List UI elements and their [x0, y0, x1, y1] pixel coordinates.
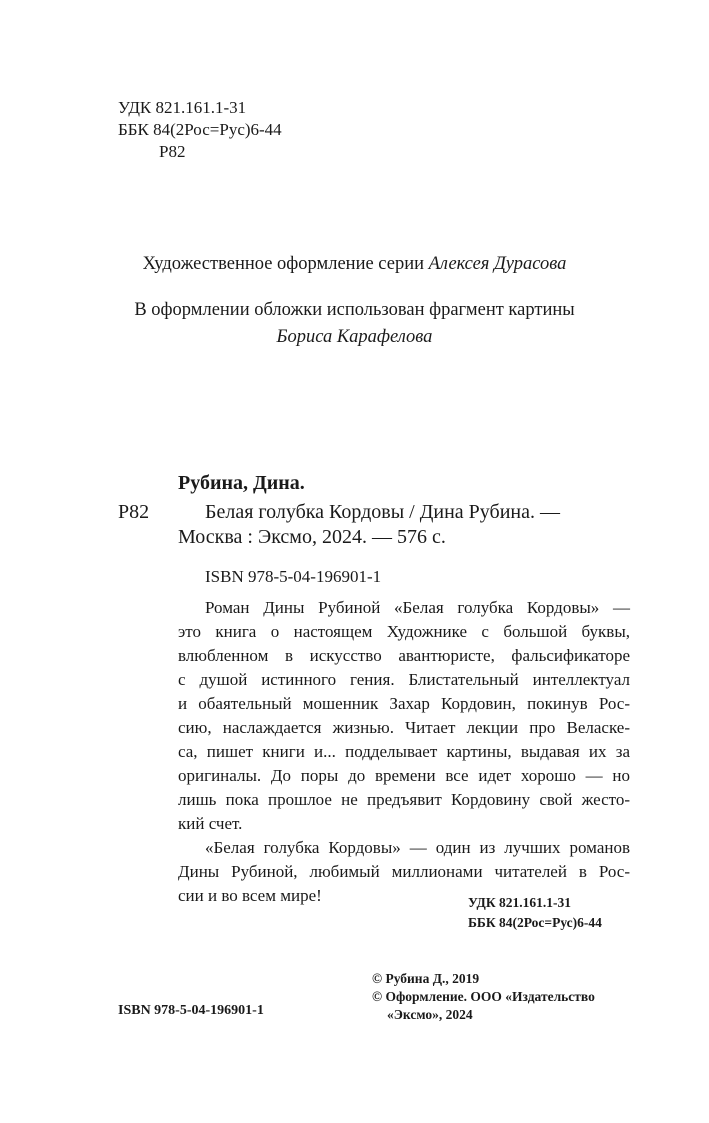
annotation-line: оригиналы. До поры до времени все идет хорошо — но [178, 766, 630, 785]
annotation-line: влюбленном в искусство авантюристе, фальсификаторе [178, 646, 630, 665]
annotation-line: кий счет. [178, 814, 243, 833]
catalog-author: Рубина, Дина. [178, 472, 305, 494]
cover-artist-name: Бориса Карафелова [276, 327, 433, 347]
annotation-line: и обаятельный мошенник Захар Кордовин, покинув Рос- [178, 694, 630, 713]
annotation-line: лишь пока прошлое не предъявит Кордовину свой жесто- [178, 790, 630, 809]
annotation-line: сию, наслаждается жизнью. Читает лекции про Веласке- [178, 718, 630, 737]
annotation-line: это книга о настоящем Художнике с большой буквы, [178, 622, 630, 641]
copyright-author: © Рубина Д., 2019 [372, 971, 480, 986]
annotation-line: сии и во всем мире! [178, 886, 322, 905]
catalog-publication-line: Москва : Эксмо, 2024. — 576 с. [178, 526, 446, 548]
annotation-line: Роман Дины Рубиной «Белая голубка Кордовы» — [205, 598, 630, 617]
annotation-line: Дины Рубиной, любимый миллионами читателей в Рос- [178, 862, 630, 881]
cover-fragment-text: В оформлении обложки использован фрагмент картины [134, 300, 575, 320]
isbn-bottom: ISBN 978-5-04-196901-1 [118, 1003, 264, 1018]
cover-fragment-credit [0, 297, 709, 351]
copyright-block [372, 970, 595, 1024]
series-design-prefix: Художественное оформление серии [142, 254, 424, 274]
classification-block-bottom [468, 893, 602, 933]
series-design-credit [0, 251, 709, 278]
copyright-publisher: «Эксмо», 2024 [387, 1007, 473, 1022]
catalog-isbn: ISBN 978-5-04-196901-1 [205, 567, 382, 586]
author-sign: Р82 [159, 142, 186, 161]
classification-block-top [118, 97, 282, 163]
udk-code: УДК 821.161.1-31 [118, 98, 247, 117]
annotation-line: са, пишет книги и... подделывает картины, выдавая их за [178, 742, 630, 761]
udk-code-bottom: УДК 821.161.1-31 [468, 895, 571, 910]
bbk-code: ББК 84(2Рос=Рус)6-44 [118, 120, 282, 139]
catalog-title-line: Белая голубка Кордовы / Дина Рубина. — [205, 501, 560, 523]
catalog-code: Р82 [118, 501, 150, 523]
bbk-code-bottom: ББК 84(2Рос=Рус)6-44 [468, 915, 602, 930]
copyright-design: © Оформление. ООО «Издательство [372, 989, 595, 1004]
annotation-line: с душой истинного гения. Блистательный интеллектуал [178, 670, 630, 689]
series-designer-name: Алексея Дурасова [428, 254, 567, 274]
annotation-line: «Белая голубка Кордовы» — один из лучших романов [205, 838, 630, 857]
annotation [178, 596, 630, 908]
